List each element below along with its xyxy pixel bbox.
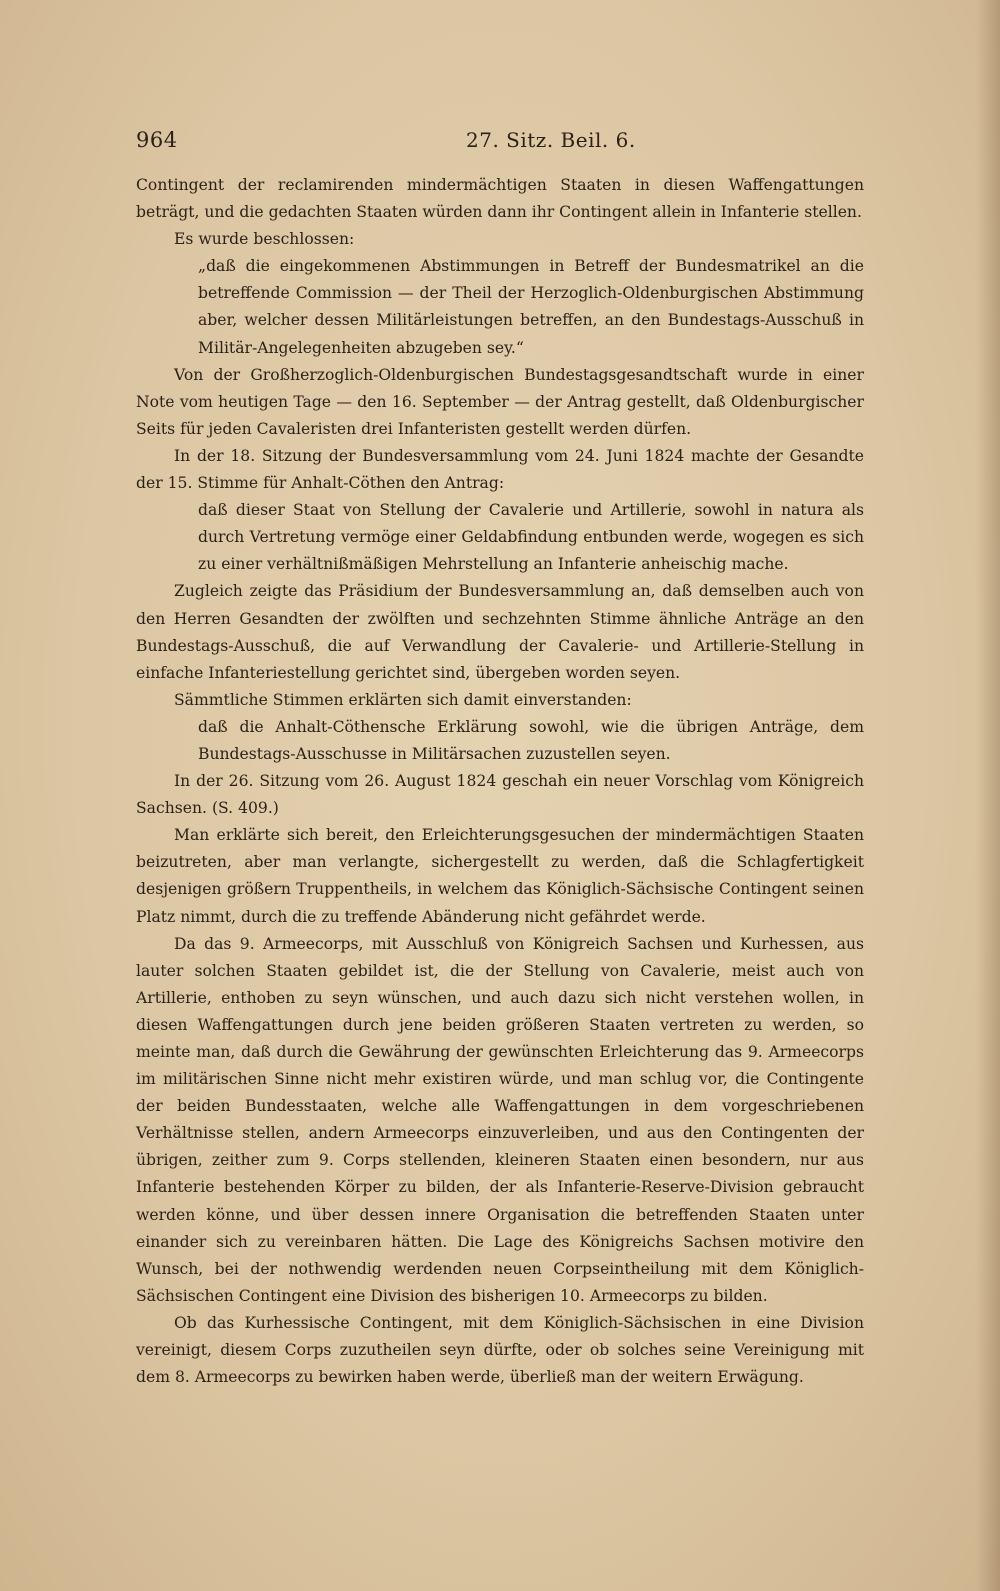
paragraph-readiness: Man erklärte sich bereit, den Erleichterungsgesuchen der mindermächtigen Staaten beizutreten, aber man verlangte, sichergestellt zu werden, daß die Schlagfertigkeit desjenigen größern Truppentheils, in welchem das Königlich-Sächsische Contingent seinen Platz nimmt, durch die zu treffende Abänderung nicht gefährdet werde. xyxy=(136,826,864,926)
paragraph-presidium: Zugleich zeigte das Präsidium der Bundesversammlung an, daß demselben auch von den Herren Gesandten der zwölften und sechzehnten Stimme ähnliche Anträge an den Bundestags-Ausschuß, die auf Verwandlung der Cavalerie- und Artillerie-Stellung in einfache Infanteriestellung gerichtet sind, übergeben worden seyen. xyxy=(136,582,864,682)
paragraph-resolution-intro: Es wurde beschlossen: xyxy=(174,230,355,249)
paragraph-all-votes: Sämmtliche Stimmen erklärten sich damit einverstanden: xyxy=(174,690,632,709)
paragraph-oldenburg-note: Von der Großherzoglich-Oldenburgischen Bundestagsgesandtschaft wurde in einer Note vom heutigen Tage — den 16. September — der Antrag gestellt, daß Oldenburgischer Seits für jeden Cavaleristen drei Infanteristen gestellt werden dürfen. xyxy=(136,365,864,438)
paragraph-continuation: Contingent der reclamirenden mindermächtigen Staaten in diesen Waffengattungen beträgt, und die gedachten Staaten würden dann ihr Contingent allein in Infanterie stellen. xyxy=(136,176,864,222)
page-header xyxy=(136,128,866,158)
paragraph-kurhessen: Ob das Kurhessische Contingent, mit dem Königlich-Sächsischen in eine Division vereinigt, diesem Corps zuzutheilen seyn dürfte, oder ob solches seine Vereinigung mit dem 8. Armeecorps zu bewirken haben werde, überließ man der weitern Erwägung. xyxy=(136,1313,864,1387)
page-number: 964 xyxy=(136,128,178,152)
paragraph-18th-session: In der 18. Sitzung der Bundesversammlung vom 24. Juni 1824 machte der Gesandte der 15. Stimme für Anhalt-Cöthen den Antrag: xyxy=(136,446,864,493)
paragraph-9th-corps: Da das 9. Armeecorps, mit Ausschluß von Königreich Sachsen und Kurhessen, aus lauter solchen Staaten gebildet ist, die der Stellung von Cavalerie, meist auch von Artillerie, enthoben zu seyn wünschen, und auch dazu sich nicht verstehen wollen, in diesen Waffengattungen durch jene beiden größeren Staaten vertreten zu werden, so meinte man, daß durch die Gewährung der gewünschten Erleichterung das 9. Armeecorps im militärischen Sinne nicht mehr existiren würde, und man schlug vor, die Contingente der beiden Bundesstaaten, welche alle Waffengattungen in dem vorgeschriebenen Verhältnisse stellen, andern Armeecorps einzuverleiben, und aus den Contingenten der übrigen, zeither zum 9. Corps stellenden, kleineren Staaten einen besondern, nur aus Infanterie bestehenden Körper zu bilden, der als Infanterie-Reserve-Division gebraucht werden könne, und über dessen innere Organisation die betreffenden Staaten unter einander sich zu vereinbaren hätten. Die Lage des Königreichs Sachsen motivire den Wunsch, bei der nothwendig werdenden neuen Corpseintheilung mit dem Königlich-Sächsischen Contingent eine Division des bisherigen 10. Armeecorps zu bilden. xyxy=(136,934,864,1305)
paragraph-resolution-quote: „daß die eingekommenen Abstimmungen in Betreff der Bundesmatrikel an die betreffende Commission — der Theil der Herzoglich-Oldenburgischen Abstimmung aber, welcher dessen Militärleistungen betreffen, an den Bundestags-Ausschuß in Militär-Angelegenheiten abzugeben sey.“ xyxy=(198,257,864,357)
page-edge-shadow xyxy=(976,0,1000,1591)
paragraph-26th-session: In der 26. Sitzung vom 26. August 1824 geschah ein neuer Vorschlag vom Königreich Sachsen. (S. 409.) xyxy=(136,772,864,818)
paragraph-anhalt-declaration: daß die Anhalt-Cöthensche Erklärung sowohl, wie die übrigen Anträge, dem Bundestags-Ausschusse in Militärsachen zuzustellen seyen. xyxy=(198,717,864,763)
body-text xyxy=(136,172,864,1391)
running-head: 27. Sitz. Beil. 6. xyxy=(466,128,636,152)
paragraph-anhalt-request: daß dieser Staat von Stellung der Cavalerie und Artillerie, sowohl in natura als durch Vertretung vermöge einer Geldabfindung entbunden werde, wogegen es sich zu einer verhältnißmäßigen Mehrstellung an Infanterie anheischig mache. xyxy=(198,501,864,574)
